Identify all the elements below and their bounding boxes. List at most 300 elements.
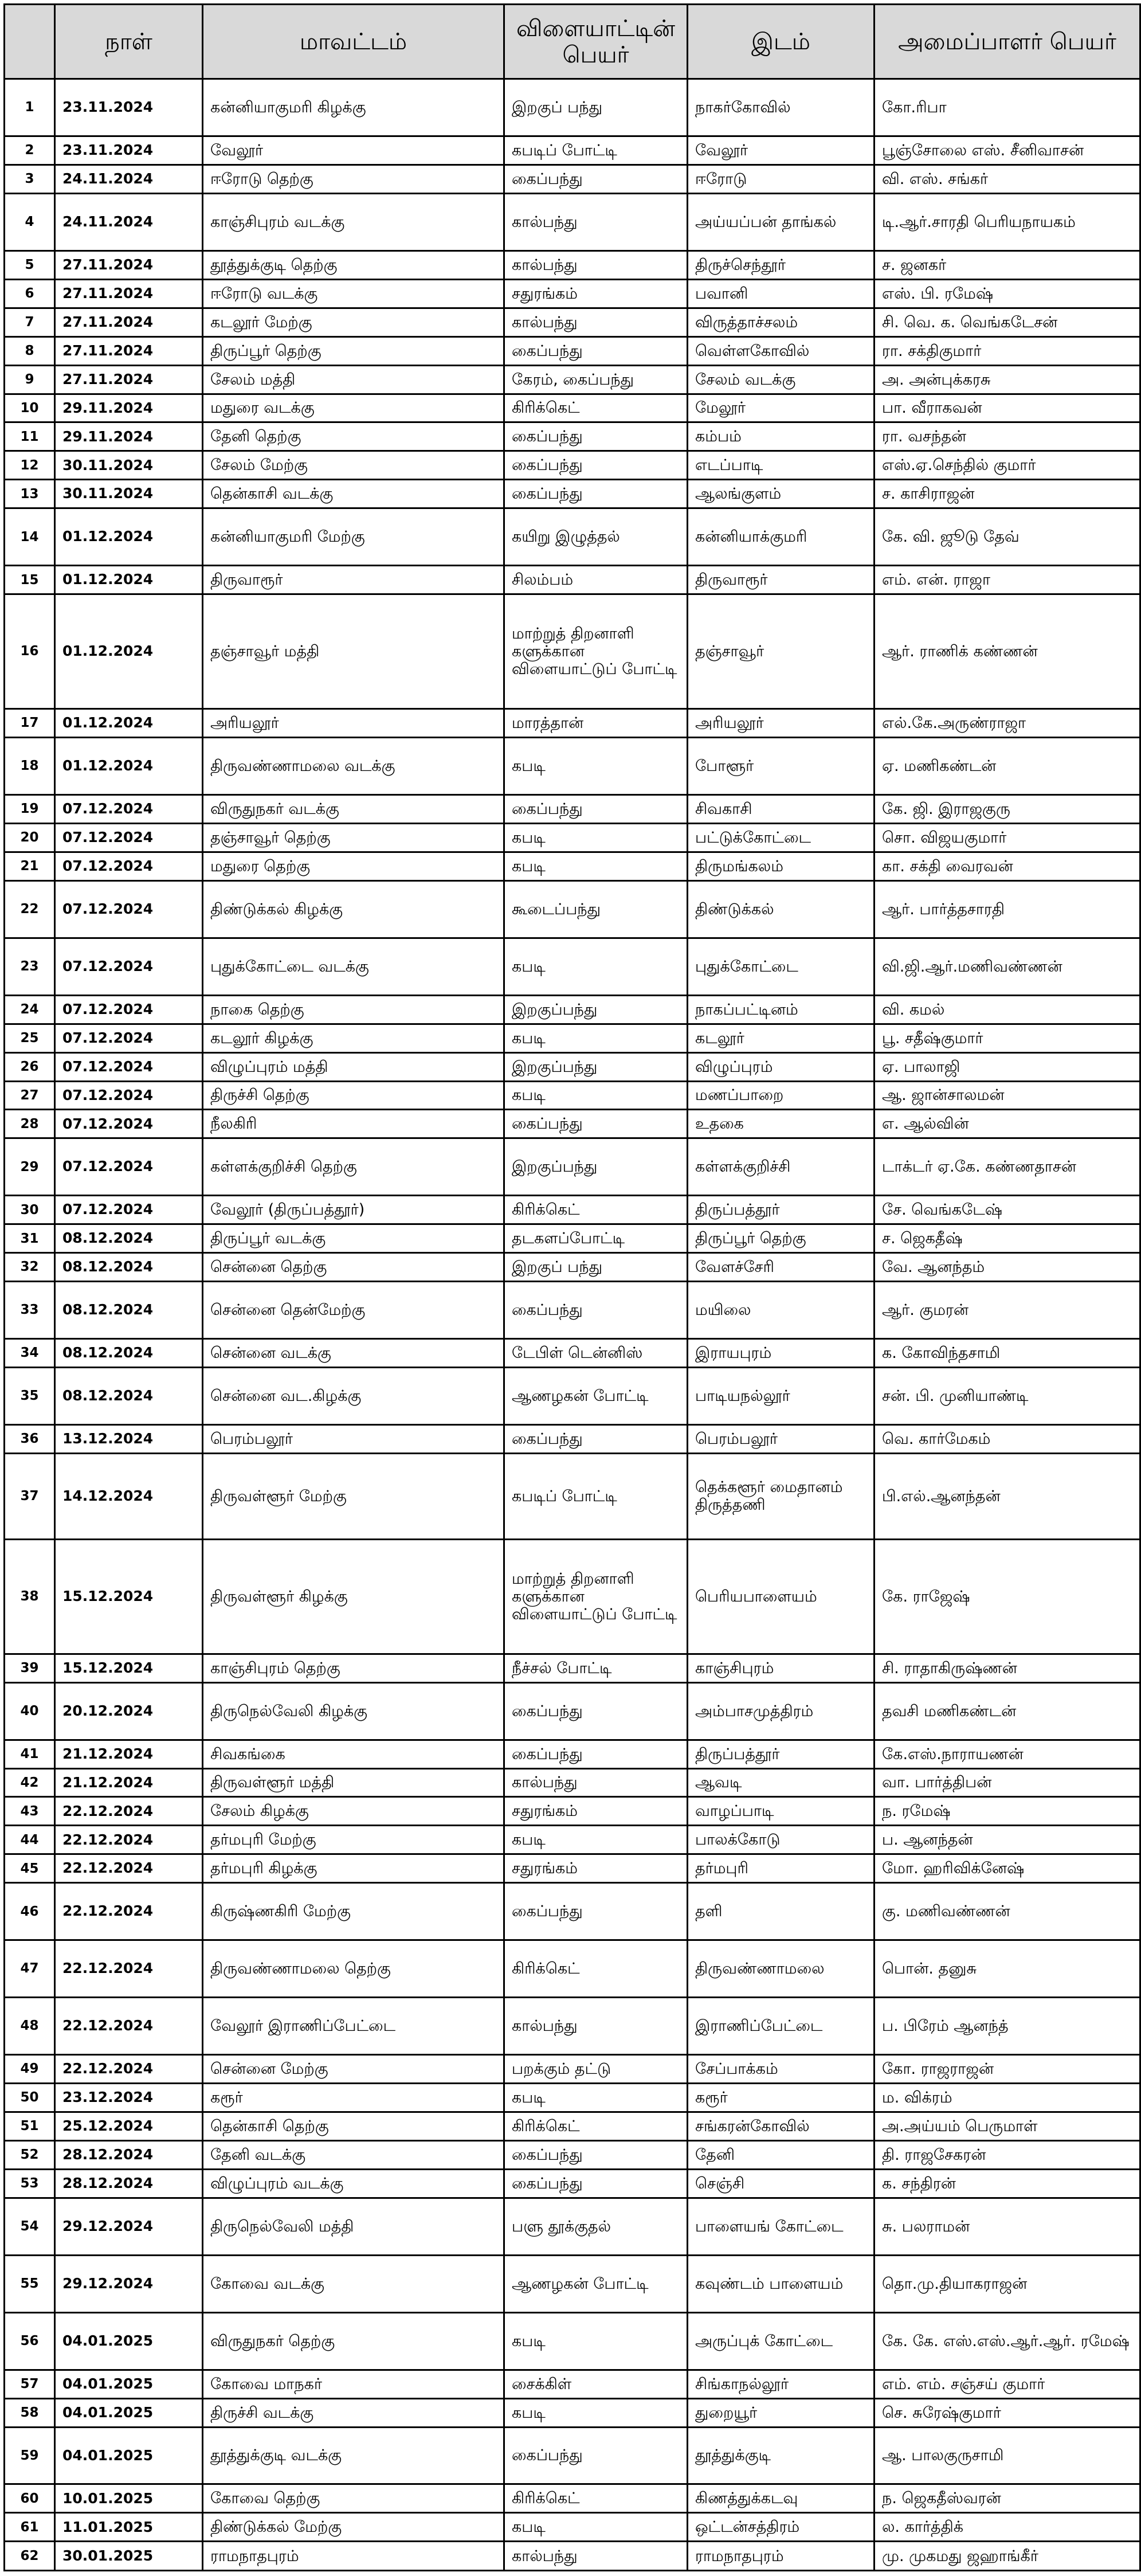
district-cell: திருவண்ணாமலை தெற்கு xyxy=(203,1940,504,1998)
serial-cell: 44 xyxy=(5,1826,55,1854)
organizer-cell: க. கோவிந்தசாமி xyxy=(875,1339,1140,1368)
game-cell: பறக்கும் தட்டு xyxy=(504,2055,688,2084)
district-cell: ஈரோடு வடக்கு xyxy=(203,279,504,308)
serial-cell: 28 xyxy=(5,1110,55,1138)
organizer-cell: எ. ஆல்வின் xyxy=(875,1110,1140,1138)
organizer-cell: அ. அன்புக்கரசு xyxy=(875,365,1140,394)
organizer-cell: ச. ஜெகதீஷ் xyxy=(875,1224,1140,1253)
date-cell: 01.12.2024 xyxy=(55,566,203,594)
organizer-cell: பூஞ்சோலை எஸ். சீனிவாசன் xyxy=(875,136,1140,165)
district-cell: விழுப்புரம் மத்தி xyxy=(203,1052,504,1081)
district-cell: தென்காசி தெற்கு xyxy=(203,2112,504,2141)
place-cell: கரூர் xyxy=(688,2084,875,2112)
serial-cell: 56 xyxy=(5,2312,55,2370)
organizer-cell: வே. ஆனந்தம் xyxy=(875,1253,1140,1282)
serial-cell: 14 xyxy=(5,508,55,566)
serial-cell: 16 xyxy=(5,594,55,709)
organizer-cell: கா. சக்தி வைரவன் xyxy=(875,852,1140,880)
date-cell: 23.12.2024 xyxy=(55,2084,203,2112)
organizer-cell: ஆர். குமரன் xyxy=(875,1282,1140,1339)
place-cell: வாழப்பாடி xyxy=(688,1797,875,1826)
table-row xyxy=(5,1854,1140,1883)
place-cell: சேப்பாக்கம் xyxy=(688,2055,875,2084)
game-cell: கால்பந்து xyxy=(504,250,688,279)
game-cell: கைப்பந்து xyxy=(504,1282,688,1339)
district-cell: சேலம் கிழக்கு xyxy=(203,1797,504,1826)
game-cell: கபடிப் போட்டி xyxy=(504,1453,688,1539)
organizer-cell: மோ. ஹரிவிக்னேஷ் xyxy=(875,1854,1140,1883)
serial-cell: 45 xyxy=(5,1854,55,1883)
organizer-cell: ல. கார்த்திக் xyxy=(875,2513,1140,2542)
serial-cell: 10 xyxy=(5,394,55,422)
date-cell: 07.12.2024 xyxy=(55,1138,203,1196)
game-cell: கைப்பந்து xyxy=(504,2140,688,2169)
district-cell: சென்னை தெற்கு xyxy=(203,1253,504,1282)
district-cell: வேலூர் இராணிப்பேட்டை xyxy=(203,1998,504,2055)
game-cell: கயிறு இழுத்தல் xyxy=(504,508,688,566)
serial-cell: 57 xyxy=(5,2370,55,2398)
serial-cell: 7 xyxy=(5,308,55,336)
organizer-cell: கே. கே. எஸ்.எஸ்.ஆர்.ஆர். ரமேஷ் xyxy=(875,2312,1140,2370)
district-cell: கோவை மாநகர் xyxy=(203,2370,504,2398)
date-cell: 27.11.2024 xyxy=(55,250,203,279)
table-row xyxy=(5,2484,1140,2513)
serial-cell: 27 xyxy=(5,1081,55,1110)
game-cell: கைப்பந்து xyxy=(504,1424,688,1453)
organizer-cell: தி. ராஜசேகரன் xyxy=(875,2140,1140,2169)
date-cell: 25.12.2024 xyxy=(55,2112,203,2141)
district-cell: நாகை தெற்கு xyxy=(203,995,504,1024)
place-cell: தளி xyxy=(688,1883,875,1940)
place-cell: திருச்செந்தூர் xyxy=(688,250,875,279)
place-cell: விழுப்புரம் xyxy=(688,1052,875,1081)
district-cell: திருவாரூர் xyxy=(203,566,504,594)
table-row xyxy=(5,1740,1140,1768)
table-row xyxy=(5,2055,1140,2084)
district-cell: கடலூர் கிழக்கு xyxy=(203,1024,504,1052)
serial-cell: 30 xyxy=(5,1196,55,1224)
organizer-cell: எஸ். பி. ரமேஷ் xyxy=(875,279,1140,308)
district-cell: வேலூர் (திருப்பத்தூர்) xyxy=(203,1196,504,1224)
serial-cell: 6 xyxy=(5,279,55,308)
game-cell: கைப்பந்து xyxy=(504,1883,688,1940)
place-cell: சிங்காநல்லூர் xyxy=(688,2370,875,2398)
district-cell: புதுக்கோட்டை வடக்கு xyxy=(203,938,504,995)
game-cell: கேரம், கைப்பந்து xyxy=(504,365,688,394)
district-cell: தேனி தெற்கு xyxy=(203,422,504,451)
table-row xyxy=(5,480,1140,508)
place-cell: வேளச்சேரி xyxy=(688,1253,875,1282)
place-cell: போளூர் xyxy=(688,738,875,795)
date-cell: 27.11.2024 xyxy=(55,365,203,394)
table-row xyxy=(5,2169,1140,2198)
district-cell: திருப்பூர் வடக்கு xyxy=(203,1224,504,1253)
date-cell: 29.11.2024 xyxy=(55,394,203,422)
header-organizer: அமைப்பாளர் பெயர் xyxy=(875,5,1140,79)
organizer-cell: சொ. விஜயகுமார் xyxy=(875,823,1140,852)
place-cell: உதகை xyxy=(688,1110,875,1138)
place-cell: ராமநாதபுரம் xyxy=(688,2542,875,2571)
date-cell: 07.12.2024 xyxy=(55,1110,203,1138)
table-row xyxy=(5,566,1140,594)
district-cell: ராமநாதபுரம் xyxy=(203,2542,504,2571)
place-cell: திருவண்ணாமலை xyxy=(688,1940,875,1998)
game-cell: டேபிள் டென்னிஸ் xyxy=(504,1339,688,1368)
organizer-cell: கே. வி. ஜூடு தேவ் xyxy=(875,508,1140,566)
serial-cell: 37 xyxy=(5,1453,55,1539)
district-cell: தஞ்சாவூர் தெற்கு xyxy=(203,823,504,852)
table-row xyxy=(5,1052,1140,1081)
serial-cell: 35 xyxy=(5,1368,55,1425)
date-cell: 15.12.2024 xyxy=(55,1539,203,1654)
date-cell: 22.12.2024 xyxy=(55,2055,203,2084)
place-cell: நாகப்பட்டினம் xyxy=(688,995,875,1024)
place-cell: புதுக்கோட்டை xyxy=(688,938,875,995)
date-cell: 24.11.2024 xyxy=(55,193,203,250)
game-cell: கைப்பந்து xyxy=(504,2169,688,2198)
date-cell: 30.11.2024 xyxy=(55,451,203,480)
date-cell: 21.12.2024 xyxy=(55,1768,203,1797)
serial-cell: 39 xyxy=(5,1654,55,1682)
date-cell: 01.12.2024 xyxy=(55,594,203,709)
game-cell: கைப்பந்து xyxy=(504,1110,688,1138)
organizer-cell: வி. எஸ். சங்கர் xyxy=(875,165,1140,193)
game-cell: சிலம்பம் xyxy=(504,566,688,594)
table-row xyxy=(5,1224,1140,1253)
table-row xyxy=(5,1110,1140,1138)
place-cell: திருவாரூர் xyxy=(688,566,875,594)
game-cell: கைப்பந்து xyxy=(504,1682,688,1740)
organizer-cell: கே. ராஜேஷ் xyxy=(875,1539,1140,1654)
table-row xyxy=(5,880,1140,938)
place-cell: தஞ்சாவூர் xyxy=(688,594,875,709)
place-cell: திண்டுக்கல் xyxy=(688,880,875,938)
date-cell: 22.12.2024 xyxy=(55,1940,203,1998)
date-cell: 04.01.2025 xyxy=(55,2427,203,2484)
district-cell: திருவள்ளூர் மத்தி xyxy=(203,1768,504,1797)
table-row xyxy=(5,2084,1140,2112)
serial-cell: 15 xyxy=(5,566,55,594)
date-cell: 29.12.2024 xyxy=(55,2198,203,2255)
district-cell: திருச்சி வடக்கு xyxy=(203,2398,504,2427)
date-cell: 07.12.2024 xyxy=(55,1024,203,1052)
place-cell: நாகர்கோவில் xyxy=(688,79,875,136)
district-cell: தஞ்சாவூர் மத்தி xyxy=(203,594,504,709)
game-cell: கால்பந்து xyxy=(504,2542,688,2571)
serial-cell: 25 xyxy=(5,1024,55,1052)
place-cell: திருமங்கலம் xyxy=(688,852,875,880)
district-cell: கரூர் xyxy=(203,2084,504,2112)
place-cell: கள்ளக்குறிச்சி xyxy=(688,1138,875,1196)
place-cell: சிவகாசி xyxy=(688,794,875,823)
district-cell: கன்னியாகுமரி மேற்கு xyxy=(203,508,504,566)
table-row xyxy=(5,2198,1140,2255)
organizer-cell: க. சந்திரன் xyxy=(875,2169,1140,2198)
serial-cell: 59 xyxy=(5,2427,55,2484)
organizer-cell: ரா. வசந்தன் xyxy=(875,422,1140,451)
district-cell: திருப்பூர் தெற்கு xyxy=(203,336,504,365)
game-cell: கால்பந்து xyxy=(504,308,688,336)
place-cell: தூத்துக்குடி xyxy=(688,2427,875,2484)
place-cell: மேலூர் xyxy=(688,394,875,422)
organizer-cell: ந. ஜெகதீஸ்வரன் xyxy=(875,2484,1140,2513)
district-cell: விருதுநகர் வடக்கு xyxy=(203,794,504,823)
game-cell: கபடி xyxy=(504,938,688,995)
game-cell: கைப்பந்து xyxy=(504,1740,688,1768)
game-cell: கால்பந்து xyxy=(504,193,688,250)
table-row xyxy=(5,2398,1140,2427)
table-row xyxy=(5,394,1140,422)
game-cell: கிரிக்கெட் xyxy=(504,2112,688,2141)
district-cell: கன்னியாகுமரி கிழக்கு xyxy=(203,79,504,136)
table-row xyxy=(5,336,1140,365)
table-row xyxy=(5,1453,1140,1539)
district-cell: சென்னை மேற்கு xyxy=(203,2055,504,2084)
organizer-cell: சி. வெ. க. வெங்கடேசன் xyxy=(875,308,1140,336)
place-cell: ஆவடி xyxy=(688,1768,875,1797)
place-cell: கன்னியாக்குமரி xyxy=(688,508,875,566)
game-cell: கபடி xyxy=(504,823,688,852)
date-cell: 27.11.2024 xyxy=(55,308,203,336)
table-row xyxy=(5,1196,1140,1224)
organizer-cell: ம. விக்ரம் xyxy=(875,2084,1140,2112)
serial-cell: 60 xyxy=(5,2484,55,2513)
district-cell: தர்மபுரி மேற்கு xyxy=(203,1826,504,1854)
table-row xyxy=(5,938,1140,995)
place-cell: திருப்பூர் தெற்கு xyxy=(688,1224,875,1253)
serial-cell: 26 xyxy=(5,1052,55,1081)
date-cell: 29.12.2024 xyxy=(55,2255,203,2312)
organizer-cell: கோ.ரிபா xyxy=(875,79,1140,136)
district-cell: பெரம்பலூர் xyxy=(203,1424,504,1453)
game-cell: கைப்பந்து xyxy=(504,165,688,193)
game-cell: கைப்பந்து xyxy=(504,422,688,451)
place-cell: பாடியநல்லூர் xyxy=(688,1368,875,1425)
date-cell: 20.12.2024 xyxy=(55,1682,203,1740)
place-cell: மணப்பாறை xyxy=(688,1081,875,1110)
date-cell: 15.12.2024 xyxy=(55,1654,203,1682)
organizer-cell: சே. வெங்கடேஷ் xyxy=(875,1196,1140,1224)
place-cell: இராணிப்பேட்டை xyxy=(688,1998,875,2055)
organizer-cell: பி.எல்.ஆனந்தன் xyxy=(875,1453,1140,1539)
organizer-cell: ப. ஆனந்தன் xyxy=(875,1826,1140,1854)
table-row xyxy=(5,2427,1140,2484)
serial-cell: 47 xyxy=(5,1940,55,1998)
district-cell: திண்டுக்கல் மேற்கு xyxy=(203,2513,504,2542)
date-cell: 22.12.2024 xyxy=(55,1998,203,2055)
date-cell: 07.12.2024 xyxy=(55,1052,203,1081)
serial-cell: 50 xyxy=(5,2084,55,2112)
serial-cell: 23 xyxy=(5,938,55,995)
serial-cell: 17 xyxy=(5,709,55,738)
organizer-cell: தவசி மணிகண்டன் xyxy=(875,1682,1140,1740)
date-cell: 10.01.2025 xyxy=(55,2484,203,2513)
serial-cell: 54 xyxy=(5,2198,55,2255)
district-cell: கோவை தெற்கு xyxy=(203,2484,504,2513)
serial-cell: 13 xyxy=(5,480,55,508)
place-cell: தெக்களூர் மைதானம் திருத்தணி xyxy=(688,1453,875,1539)
table-row xyxy=(5,1682,1140,1740)
table-row xyxy=(5,1024,1140,1052)
serial-cell: 48 xyxy=(5,1998,55,2055)
serial-cell: 20 xyxy=(5,823,55,852)
table-row xyxy=(5,1654,1140,1682)
header-row xyxy=(5,5,1140,79)
game-cell: கால்பந்து xyxy=(504,1768,688,1797)
game-cell: கைப்பந்து xyxy=(504,336,688,365)
organizer-cell: எல்.கே.அருண்ராஜா xyxy=(875,709,1140,738)
organizer-cell: டாக்டர் ஏ.கே. கண்ணதாசன் xyxy=(875,1138,1140,1196)
serial-cell: 24 xyxy=(5,995,55,1024)
district-cell: கிருஷ்ணகிரி மேற்கு xyxy=(203,1883,504,1940)
date-cell: 04.01.2025 xyxy=(55,2398,203,2427)
date-cell: 07.12.2024 xyxy=(55,995,203,1024)
game-cell: பளு தூக்குதல் xyxy=(504,2198,688,2255)
serial-cell: 41 xyxy=(5,1740,55,1768)
place-cell: திருப்பத்தூர் xyxy=(688,1196,875,1224)
game-cell: மாற்றுத் திறனாளி களுக்கான விளையாட்டுப் போட்டி xyxy=(504,594,688,709)
place-cell: பவானி xyxy=(688,279,875,308)
organizer-cell: ச. ஜனகர் xyxy=(875,250,1140,279)
place-cell: கடலூர் xyxy=(688,1024,875,1052)
game-cell: கபடிப் போட்டி xyxy=(504,136,688,165)
serial-cell: 11 xyxy=(5,422,55,451)
game-cell: கிரிக்கெட் xyxy=(504,2484,688,2513)
district-cell: திருவண்ணாமலை வடக்கு xyxy=(203,738,504,795)
table-row xyxy=(5,2542,1140,2571)
serial-cell: 1 xyxy=(5,79,55,136)
district-cell: மதுரை வடக்கு xyxy=(203,394,504,422)
place-cell: ஆலங்குளம் xyxy=(688,480,875,508)
serial-cell: 61 xyxy=(5,2513,55,2542)
place-cell: இராயபுரம் xyxy=(688,1339,875,1368)
table-row xyxy=(5,2255,1140,2312)
table-row xyxy=(5,852,1140,880)
organizer-cell: ந. ரமேஷ் xyxy=(875,1797,1140,1826)
table-row xyxy=(5,451,1140,480)
serial-cell: 46 xyxy=(5,1883,55,1940)
serial-cell: 52 xyxy=(5,2140,55,2169)
place-cell: ஈரோடு xyxy=(688,165,875,193)
table-row xyxy=(5,193,1140,250)
date-cell: 08.12.2024 xyxy=(55,1339,203,1368)
serial-cell: 33 xyxy=(5,1282,55,1339)
district-cell: சிவகங்கை xyxy=(203,1740,504,1768)
place-cell: அம்பாசமுத்திரம் xyxy=(688,1682,875,1740)
date-cell: 07.12.2024 xyxy=(55,852,203,880)
organizer-cell: வி.ஜி.ஆர்.மணிவண்ணன் xyxy=(875,938,1140,995)
district-cell: சேலம் மத்தி xyxy=(203,365,504,394)
table-row xyxy=(5,2370,1140,2398)
date-cell: 23.11.2024 xyxy=(55,79,203,136)
table-row xyxy=(5,136,1140,165)
table-row xyxy=(5,279,1140,308)
organizer-cell: மு. முகமது ஜஹாங்கீர் xyxy=(875,2542,1140,2571)
table-row xyxy=(5,365,1140,394)
date-cell: 13.12.2024 xyxy=(55,1424,203,1453)
date-cell: 22.12.2024 xyxy=(55,1883,203,1940)
district-cell: கள்ளக்குறிச்சி தெற்கு xyxy=(203,1138,504,1196)
table-row xyxy=(5,594,1140,709)
district-cell: அரியலூர் xyxy=(203,709,504,738)
header-serial xyxy=(5,5,55,79)
serial-cell: 43 xyxy=(5,1797,55,1826)
game-cell: மாற்றுத் திறனாளி களுக்கான விளையாட்டுப் போட்டி xyxy=(504,1539,688,1654)
place-cell: எடப்பாடி xyxy=(688,451,875,480)
table-row xyxy=(5,1081,1140,1110)
table-row xyxy=(5,1424,1140,1453)
table-row xyxy=(5,1282,1140,1339)
district-cell: விருதுநகர் தெற்கு xyxy=(203,2312,504,2370)
game-cell: நீச்சல் போட்டி xyxy=(504,1654,688,1682)
game-cell: தடகளப்போட்டி xyxy=(504,1224,688,1253)
game-cell: கைப்பந்து xyxy=(504,480,688,508)
organizer-cell: சன். பி. முனியாண்டி xyxy=(875,1368,1140,1425)
game-cell: சதுரங்கம் xyxy=(504,1854,688,1883)
district-cell: திண்டுக்கல் கிழக்கு xyxy=(203,880,504,938)
header-place: இடம் xyxy=(688,5,875,79)
table-row xyxy=(5,1368,1140,1425)
organizer-cell: ஏ. பாலாஜி xyxy=(875,1052,1140,1081)
organizer-cell: எம். எம். சஞ்சய் குமார் xyxy=(875,2370,1140,2398)
organizer-cell: தொ.மு.தியாகராஜன் xyxy=(875,2255,1140,2312)
district-cell: காஞ்சிபுரம் தெற்கு xyxy=(203,1654,504,1682)
organizer-cell: டி.ஆர்.சாரதி பெரியநாயகம் xyxy=(875,193,1140,250)
serial-cell: 34 xyxy=(5,1339,55,1368)
serial-cell: 51 xyxy=(5,2112,55,2141)
date-cell: 22.12.2024 xyxy=(55,1854,203,1883)
district-cell: திருவள்ளூர் மேற்கு xyxy=(203,1453,504,1539)
place-cell: பட்டுக்கோட்டை xyxy=(688,823,875,852)
table-row xyxy=(5,995,1140,1024)
place-cell: துறையூர் xyxy=(688,2398,875,2427)
date-cell: 24.11.2024 xyxy=(55,165,203,193)
date-cell: 08.12.2024 xyxy=(55,1224,203,1253)
organizer-cell: ப. பிரேம் ஆனந்த் xyxy=(875,1998,1140,2055)
game-cell: கபடி xyxy=(504,738,688,795)
place-cell: மயிலை xyxy=(688,1282,875,1339)
serial-cell: 9 xyxy=(5,365,55,394)
table-row xyxy=(5,1138,1140,1196)
date-cell: 01.12.2024 xyxy=(55,709,203,738)
date-cell: 07.12.2024 xyxy=(55,823,203,852)
game-cell: கைப்பந்து xyxy=(504,794,688,823)
game-cell: கால்பந்து xyxy=(504,1998,688,2055)
place-cell: பெரியபாளையம் xyxy=(688,1539,875,1654)
serial-cell: 40 xyxy=(5,1682,55,1740)
game-cell: கபடி xyxy=(504,1826,688,1854)
serial-cell: 4 xyxy=(5,193,55,250)
organizer-cell: பா. வீராகவன் xyxy=(875,394,1140,422)
district-cell: காஞ்சிபுரம் வடக்கு xyxy=(203,193,504,250)
organizer-cell: வா. பார்த்திபன் xyxy=(875,1768,1140,1797)
organizer-cell: ஏ. மணிகண்டன் xyxy=(875,738,1140,795)
date-cell: 08.12.2024 xyxy=(55,1282,203,1339)
district-cell: கோவை வடக்கு xyxy=(203,2255,504,2312)
game-cell: கைப்பந்து xyxy=(504,2427,688,2484)
date-cell: 28.12.2024 xyxy=(55,2169,203,2198)
table-row xyxy=(5,308,1140,336)
district-cell: சென்னை தென்மேற்கு xyxy=(203,1282,504,1339)
serial-cell: 42 xyxy=(5,1768,55,1797)
table-row xyxy=(5,2112,1140,2141)
date-cell: 04.01.2025 xyxy=(55,2312,203,2370)
organizer-cell: ச. காசிராஜன் xyxy=(875,480,1140,508)
place-cell: காஞ்சிபுரம் xyxy=(688,1654,875,1682)
table-row xyxy=(5,1883,1140,1940)
place-cell: கிணத்துக்கடவு xyxy=(688,2484,875,2513)
table-row xyxy=(5,1826,1140,1854)
